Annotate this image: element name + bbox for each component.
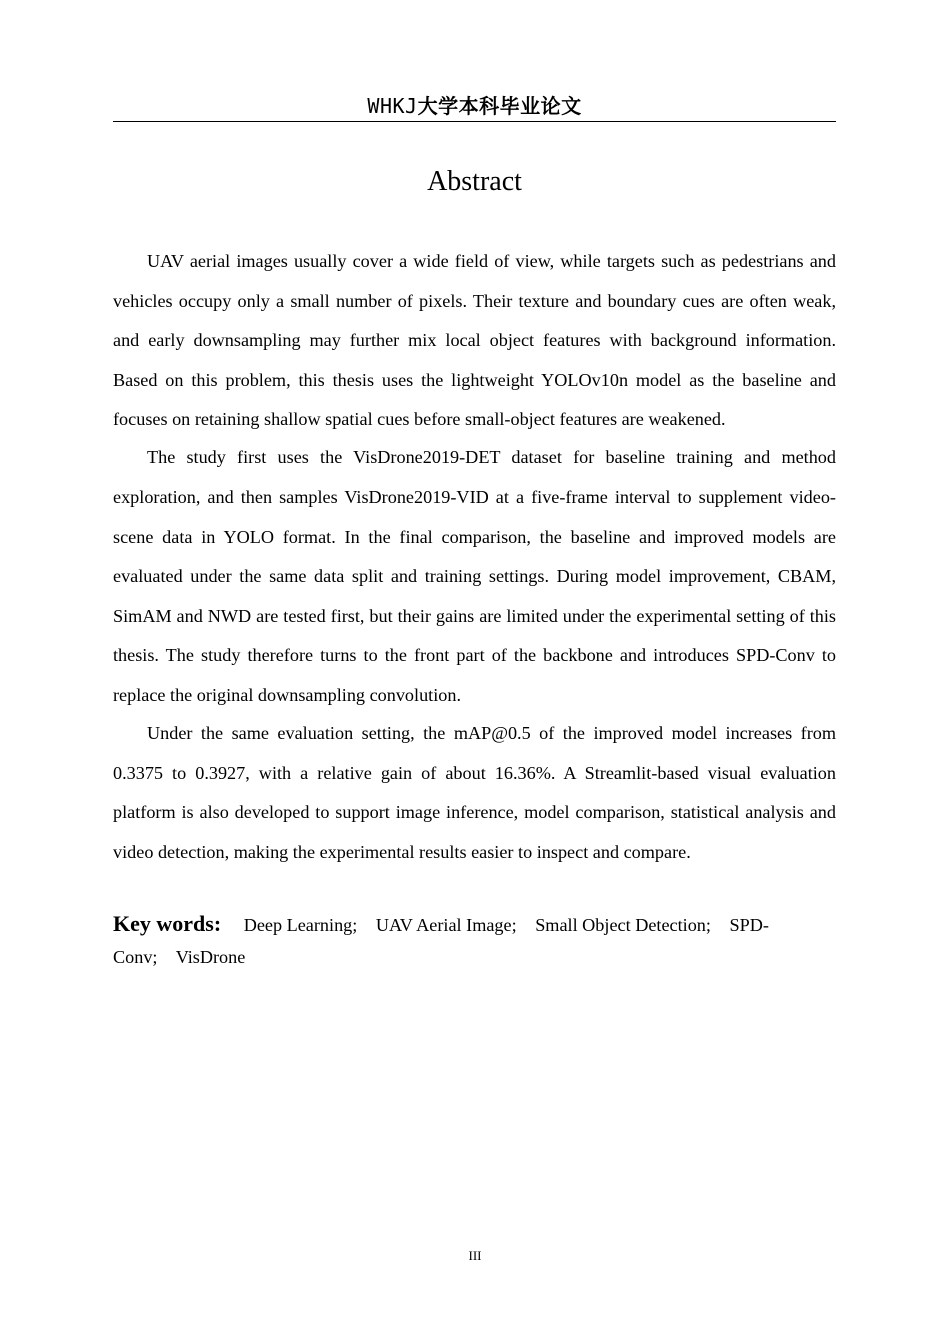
header-chinese: 大学本科毕业论文 [417, 94, 582, 118]
keyword-item: UAV Aerial Image; [375, 915, 517, 935]
header-latin: WHKJ [367, 94, 418, 118]
abstract-title: Abstract [427, 166, 522, 197]
keywords-label: Key words: [113, 911, 222, 936]
abstract-paragraph-3: Under the same evaluation setting, the mAP@0.5 of the improved model increases from 0.3375 to 0.3927, with a relative gain of about 16.36%. A Streamlit-based visual evaluation platform is also developed to support image inference, model comparison, statistical analysis and video detection, making the experimental results easier to inspect and compare. [113, 723, 836, 862]
keyword-item: SPD-Conv; [113, 915, 769, 967]
abstract-paragraph-2: The study first uses the VisDrone2019-DET dataset for baseline training and method exploration, and then samples VisDrone2019-VID at a five-frame interval to supplement video-scene data in YOLO format. In the final comparison, the baseline and improved models are evaluated under the same data split and training settings. During model improvement, CBAM, SimAM and NWD are tested first, but their gains are limited under the experimental setting of this thesis. The study therefore turns to the front part of the backbone and introduces SPD-Conv to replace the original downsampling convolution. [113, 447, 836, 706]
keyword-item: Deep Learning; [243, 915, 358, 935]
abstract-paragraph-1: UAV aerial images usually cover a wide field of view, while targets such as pedestrians and vehicles occupy only a small number of pixels. Their texture and boundary cues are often weak, and early downsampling may further mix local object features with background information. Based on this problem, this thesis uses the lightweight YOLOv10n model as the baseline and focuses on retaining shallow spatial cues before small-object features are weakened. [113, 251, 836, 430]
header-title [367, 94, 581, 118]
keyword-item: VisDrone [175, 947, 246, 967]
page-header [113, 93, 836, 122]
keywords [113, 908, 813, 973]
keyword-item: Small Object Detection; [535, 915, 711, 935]
abstract-body [113, 242, 836, 873]
page-number: III [468, 1248, 482, 1263]
